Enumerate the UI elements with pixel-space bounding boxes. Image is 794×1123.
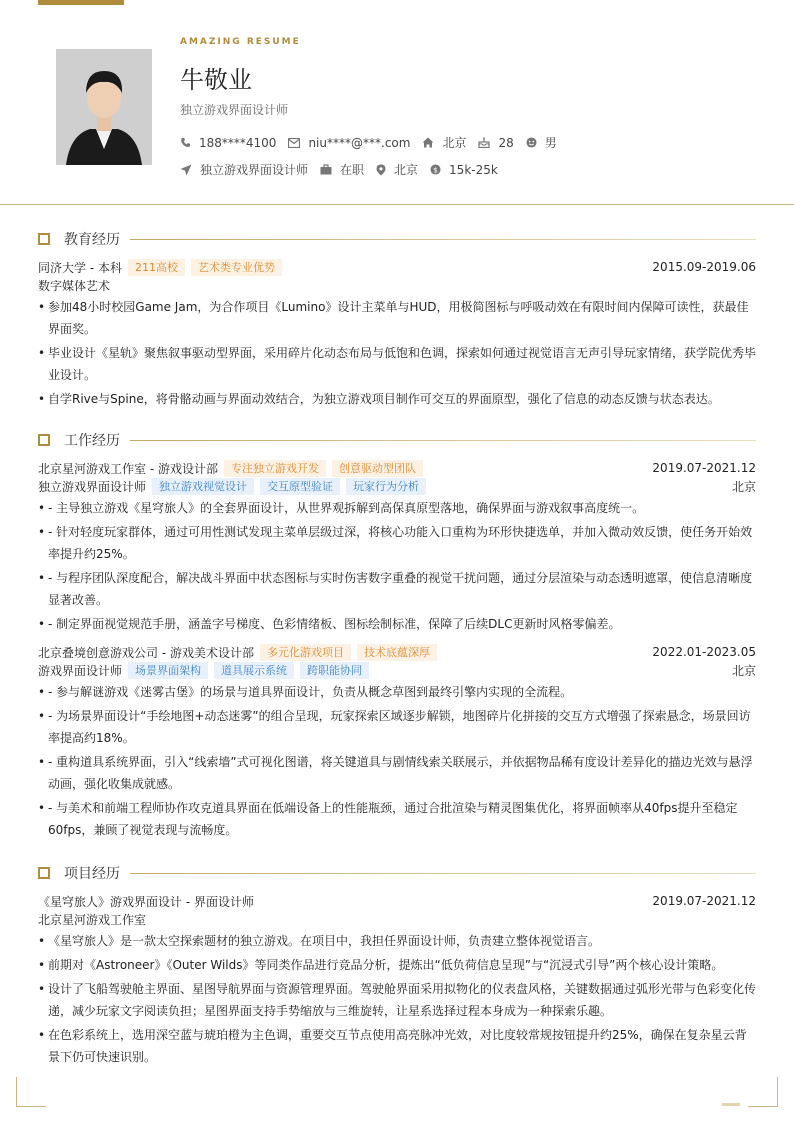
school-name: 同济大学 - 本科 [38,260,122,275]
company-tag: 专注独立游戏开发 [224,460,326,477]
job-intent-row [180,161,510,178]
contact-row [180,134,569,151]
role-tag: 跨职能协同 [300,662,369,679]
send-icon [180,164,192,176]
work-entry-2 [38,643,756,841]
school-tag: 艺术类专业优势 [191,259,282,276]
list-item: • 设计了飞船驾驶舱主界面、星图导航界面与资源管理界面。驾驶舱界面采用拟物化的仪表盘风格，关键数据通过弧形光带与色彩变化传递，减少玩家文字阅读负担；星图界面支持手势缩放与三维旋转，让星系选择过程本身成为一种探索乐趣。 [38,978,756,1022]
city-text: 北京 [442,136,467,150]
phone-item [180,136,276,150]
education-entry [38,258,756,410]
location-pin-icon [376,164,386,176]
corner-decoration [16,1077,46,1107]
section-title: 项目经历 [64,866,120,882]
email-item [288,136,410,150]
company-tag: 技术底蕴深厚 [357,644,437,661]
age-text: 28 [498,135,514,150]
company-tag: 创意驱动型团队 [332,460,423,477]
role-tag: 独立游戏视觉设计 [152,478,254,495]
project-entry [38,892,756,1068]
page-marker [722,1103,740,1106]
email-text: niu****@***.com [308,135,411,150]
school-tag: 211高校 [128,259,185,276]
avatar [56,49,152,165]
role-tag: 场景界面架构 [128,662,208,679]
salary-item [430,163,498,177]
list-item: • 参加48小时校园Game Jam，为合作项目《Lumino》设计主菜单与HUD，用极简图标与呼吸动效在有限时间内保障可读性，获最佳界面奖。 [38,296,756,340]
city-item [422,134,466,151]
section-title: 教育经历 [64,232,120,248]
section-square-icon [38,867,50,879]
project-org: 北京星河游戏工作室 [38,912,147,927]
candidate-name: 牛敬业 [180,66,252,94]
list-item: • - 制定界面视觉规范手册，涵盖字号梯度、色彩情绪板、图标绘制标准，保障了后续DLC更新时风格零偏差。 [38,613,756,635]
target-job-item [180,161,308,178]
list-item: • - 与程序团队深度配合，解决战斗界面中状态图标与实时伤害数字重叠的视觉干扰问题，通过分层渲染与动态透明遮罩，使信息清晰度显著改善。 [38,567,756,611]
corner-decoration [748,1077,778,1107]
email-icon [288,138,300,148]
education-section-header [38,231,756,247]
company-tag: 多元化游戏项目 [260,644,351,661]
section-divider [130,239,756,240]
money-icon [430,164,441,175]
list-item: • 前期对《Astroneer》《Outer Wilds》等同类作品进行竞品分析，提炼出“低负荷信息呈现”与“沉浸式引导”两个核心设计策略。 [38,954,756,976]
project-name: 《星穹旅人》游戏界面设计 - 界面设计师 [38,894,254,909]
job-location: 北京 [731,663,756,678]
resume-header [0,0,794,205]
target-job-text: 独立游戏界面设计师 [200,163,309,177]
target-city-item [376,161,418,178]
salary-text: 15k-25k [449,162,498,177]
age-item [478,136,513,150]
job-date: 2022.01-2023.05 [652,645,756,659]
list-item: • 《星穹旅人》是一款太空探索题材的独立游戏。在项目中，我担任界面设计师，负责建立整体视觉语言。 [38,930,756,952]
list-item: • - 重构道具系统界面，引入“线索墙”式可视化图谱，将关键道具与剧情线索关联展示，并依据物品稀有度设计差异化的描边光效与悬浮动画，强化收集成就感。 [38,751,756,795]
home-icon [422,137,434,148]
section-square-icon [38,233,50,245]
list-item: • - 主导独立游戏《星穹旅人》的全套界面设计，从世界观拆解到高保真原型落地，确保界面与游戏叙事高度统一。 [38,497,756,519]
phone-icon [180,137,191,148]
company-name: 北京星河游戏工作室 - 游戏设计部 [38,461,218,476]
status-text: 在职 [340,163,365,177]
section-title: 工作经历 [64,433,120,449]
role-tag: 道具展示系统 [214,662,294,679]
job-location: 北京 [731,479,756,494]
projects-section-header [38,865,756,881]
section-divider [130,873,756,874]
role-tag: 玩家行为分析 [346,478,426,495]
brand-label: AMAZING RESUME [180,37,301,47]
phone-text: 188****4100 [199,135,277,150]
section-square-icon [38,434,50,446]
list-item: • - 与美术和前端工程师协作攻克道具界面在低端设备上的性能瓶颈，通过合批渲染与精灵图集优化，将界面帧率从40fps提升至稳定60fps，兼顾了视觉表现与流畅度。 [38,797,756,841]
list-item: • 毕业设计《星轨》聚焦叙事驱动型界面，采用碎片化动态布局与低饱和色调，探索如何通过视觉语言无声引导玩家情绪，获学院优秀毕业设计。 [38,342,756,386]
gender-item [526,134,557,151]
major: 数字媒体艺术 [38,278,111,293]
svg-text:$: $ [433,165,438,175]
cake-icon [478,137,490,148]
target-city-text: 北京 [394,163,419,177]
project-date: 2019.07-2021.12 [652,894,756,908]
gender-icon [526,137,537,148]
candidate-title: 独立游戏界面设计师 [180,103,289,117]
list-item: • - 为场景界面设计“手绘地图+动态迷雾”的组合呈现，玩家探索区域逐步解锁，地图碎片化拼接的交互方式增强了探索悬念，场景回访率提高约18%。 [38,705,756,749]
gender-text: 男 [544,136,557,150]
job-role: 独立游戏界面设计师 [38,479,147,494]
job-role: 游戏界面设计师 [38,663,123,678]
briefcase-icon [320,164,332,175]
list-item: • 自学Rive与Spine，将骨骼动画与界面动效结合，为独立游戏项目制作可交互的界面原型，强化了信息的动态反馈与状态表达。 [38,388,756,410]
list-item: • 在色彩系统上，选用深空蓝与琥珀橙为主色调，重要交互节点使用高亮脉冲光效，对比度较常规按钮提升约25%，确保在复杂星云背景下仍可快速识别。 [38,1024,756,1068]
job-date: 2019.07-2021.12 [652,461,756,475]
role-tag: 交互原型验证 [260,478,340,495]
company-name: 北京叠境创意游戏公司 - 游戏美术设计部 [38,645,254,660]
education-date: 2015.09-2019.06 [652,260,756,274]
list-item: • - 针对轻度玩家群体，通过可用性测试发现主菜单层级过深，将核心功能入口重构为环形快捷选单，并加入微动效反馈，使任务开始效率提升约25%。 [38,521,756,565]
work-entry-1 [38,459,756,635]
section-divider [130,440,756,441]
work-section-header [38,432,756,448]
status-item [320,161,364,178]
list-item: • - 参与解谜游戏《迷雾古堡》的场景与道具界面设计，负责从概念草图到最终引擎内实现的全流程。 [38,681,756,703]
